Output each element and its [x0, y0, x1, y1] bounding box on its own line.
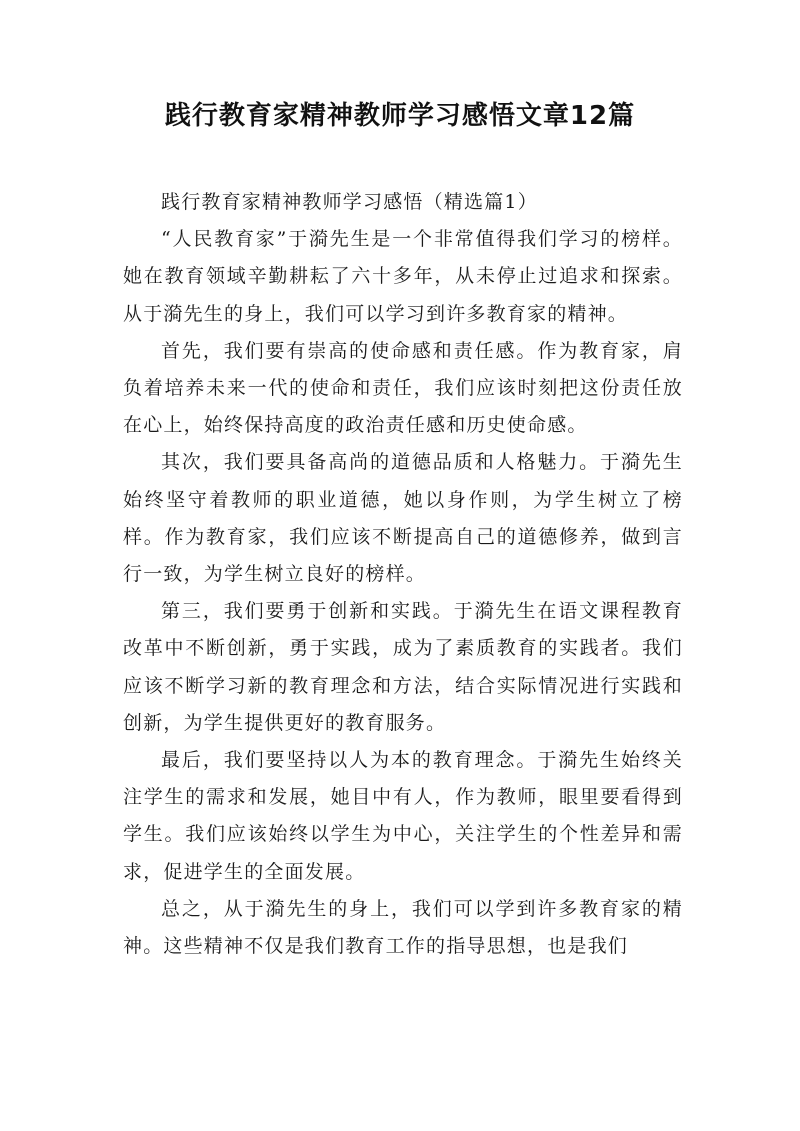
paragraph-summary: 总之，从于漪先生的身上，我们可以学到许多教育家的精神。这些精神不仅是我们教育工作的指导思想，也是我们	[123, 897, 683, 958]
section-heading: 践行教育家精神教师学习感悟（精选篇1）	[161, 191, 538, 213]
paragraph-third: 第三，我们要勇于创新和实践。于漪先生在语文课程教育改革中不断创新，勇于实践，成为了素质教育的实践者。我们应该不断学习新的教育理念和方法，结合实际情况进行实践和创新，为学生提供更好的教育服务。	[123, 600, 683, 734]
document-body	[123, 184, 683, 965]
document-title: 践行教育家精神教师学习感悟文章12篇	[164, 101, 636, 131]
paragraph-intro: “人民教育家”于漪先生是一个非常值得我们学习的榜样。她在教育领域辛勤耕耘了六十多年，从未停止过追求和探索。从于漪先生的身上，我们可以学习到许多教育家的精神。	[123, 228, 683, 325]
paragraph-first: 首先，我们要有崇高的使命感和责任感。作为教育家，肩负着培养未来一代的使命和责任，我们应该时刻把这份责任放在心上，始终保持高度的政治责任感和历史使命感。	[123, 339, 683, 437]
paragraph-last: 最后，我们要坚持以人为本的教育理念。于漪先生始终关注学生的需求和发展，她目中有人，作为教师，眼里要看得到学生。我们应该始终以学生为中心，关注学生的个性差异和需求，促进学生的全面发展。	[123, 749, 683, 883]
paragraph-second: 其次，我们要具备高尚的道德品质和人格魅力。于漪先生始终坚守着教师的职业道德，她以身作则，为学生树立了榜样。作为教育家，我们应该不断提高自己的道德修养，做到言行一致，为学生树立良好的榜样。	[123, 451, 683, 586]
